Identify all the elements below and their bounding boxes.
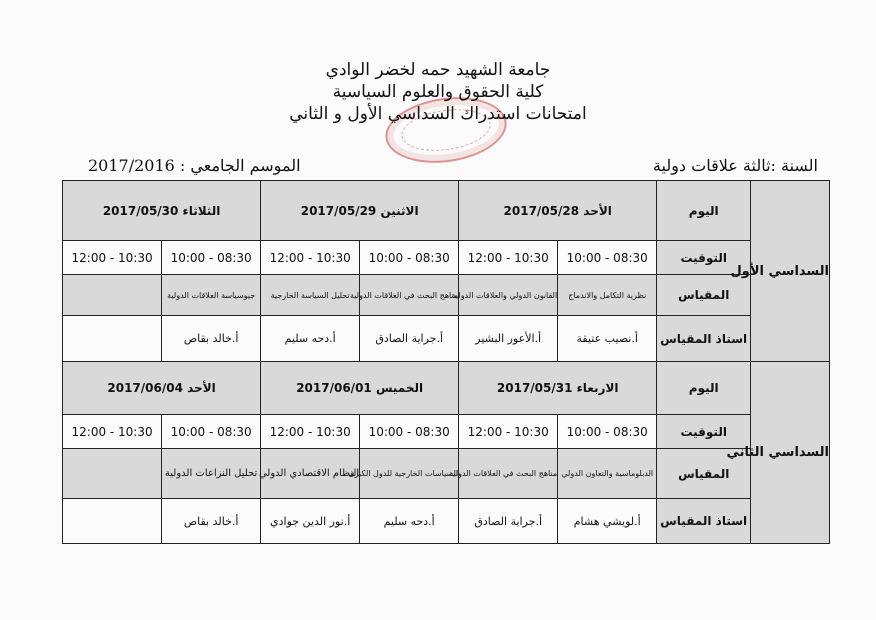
professor-cell: أ.نصيب عتيقة (558, 316, 657, 362)
professor-cell: أ.الأعور البشير (459, 316, 558, 362)
professor-cell (63, 499, 162, 544)
time-slot: 10:00 - 08:30 (368, 424, 450, 439)
row-label-professor: استاذ المقياس (657, 499, 751, 544)
table-row (63, 241, 830, 275)
table-row (63, 362, 830, 415)
professor-cell: أ.نور الدين جوادي (261, 499, 360, 544)
professor-cell: أ.دحه سليم (261, 316, 360, 362)
subject-cell: النظام الاقتصادي الدولي (261, 449, 360, 499)
subject-cell: مناهج البحث في العلاقات الدولية (360, 275, 459, 316)
table-row (63, 415, 830, 449)
time-slot: 10:00 - 08:30 (566, 250, 648, 265)
table-row (63, 499, 830, 544)
day-header: الاربعاء 2017/05/31 (459, 362, 657, 415)
time-slot: 10:00 - 08:30 (170, 424, 252, 439)
day-header: الخميس 2017/06/01 (261, 362, 459, 415)
season-label: الموسم الجامعي : 2017/2016 (88, 156, 301, 175)
time-slot: 12:00 - 10:30 (71, 424, 153, 439)
professor-cell: أ.دحه سليم (360, 499, 459, 544)
academic-year-label: السنة :ثالثة علاقات دولية (652, 156, 818, 175)
subject-cell: تحليل النزاعات الدولية (162, 449, 261, 499)
semester-1-label: السداسي الأول (751, 181, 830, 362)
time-slot: 12:00 - 10:30 (467, 250, 549, 265)
university-name: جامعة الشهيد حمه لخضر الوادي (325, 60, 551, 80)
time-slot: 12:00 - 10:30 (71, 250, 153, 265)
day-header: الاثنين 2017/05/29 (261, 181, 459, 241)
subject-cell: تحليل السياسة الخارجية (261, 275, 360, 316)
subject-cell (63, 449, 162, 499)
subject-cell (63, 275, 162, 316)
professor-cell: أ.جراية الصادق (459, 499, 558, 544)
professor-cell: أ.لويشي هشام (558, 499, 657, 544)
table-row (63, 181, 830, 241)
professor-cell (63, 316, 162, 362)
table-row (63, 316, 830, 362)
subject-cell: القانون الدولي والعلاقات الدولية (459, 275, 558, 316)
subject-cell: مناهج البحث في العلاقات الدولية (459, 449, 558, 499)
day-header: الأحد 2017/06/04 (63, 362, 261, 415)
subject-cell: السياسات الخارجية للدول الكبرى (360, 449, 459, 499)
professor-cell: أ.خالد بقاص (162, 499, 261, 544)
day-header: الأحد 2017/05/28 (459, 181, 657, 241)
row-label-time: التوقيت (657, 241, 751, 275)
row-label-subject: المقياس (657, 449, 751, 499)
time-slot: 10:00 - 08:30 (566, 424, 648, 439)
professor-cell: أ.جراية الصادق (360, 316, 459, 362)
time-slot: 10:00 - 08:30 (170, 250, 252, 265)
row-label-day: اليوم (657, 181, 751, 241)
time-slot: 10:00 - 08:30 (368, 250, 450, 265)
subject-cell: جيوسياسة العلاقات الدولية (162, 275, 261, 316)
professor-cell: أ.خالد بقاص (162, 316, 261, 362)
row-label-professor: استاذ المقياس (657, 316, 751, 362)
row-label-subject: المقياس (657, 275, 751, 316)
time-slot: 12:00 - 10:30 (467, 424, 549, 439)
subject-cell: نظرية التكامل والاندماج (558, 275, 657, 316)
day-header: الثلاثاء 2017/05/30 (63, 181, 261, 241)
row-label-day: اليوم (657, 362, 751, 415)
semester-2-label: السداسي الثاني (751, 362, 830, 544)
table-row (63, 449, 830, 499)
time-slot: 12:00 - 10:30 (269, 424, 351, 439)
time-slot: 12:00 - 10:30 (269, 250, 351, 265)
table-row (63, 275, 830, 316)
subject-cell: الدبلوماسية والتعاون الدولي (558, 449, 657, 499)
document-title: امتحانات استدراك السداسي الأول و الثاني (289, 104, 587, 124)
row-label-time: التوقيت (657, 415, 751, 449)
faculty-name: كلية الحقوق والعلوم السياسية (332, 82, 544, 102)
exam-schedule-table (62, 180, 830, 544)
